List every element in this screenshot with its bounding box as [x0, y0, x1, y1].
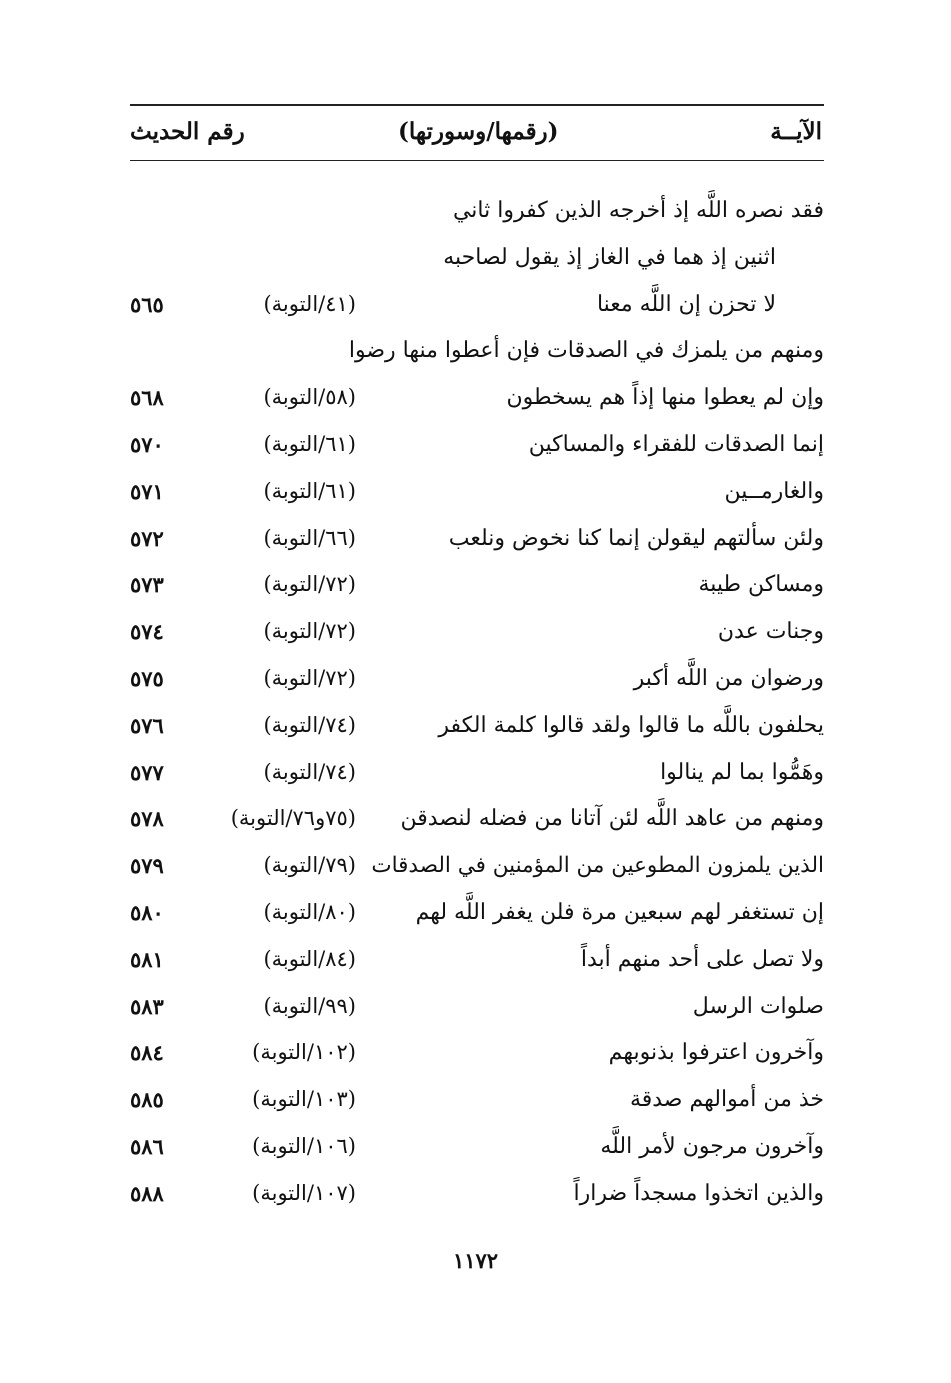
hadith-number: ٥٨٤ — [130, 1040, 164, 1066]
index-row — [130, 847, 824, 894]
ayah-reference: (٧٢/التوبة) — [263, 619, 356, 644]
ayah-reference: (٧٩/التوبة) — [263, 853, 356, 878]
ayah-reference: (١٠٢/التوبة) — [252, 1040, 356, 1065]
ayah-reference: (٨٠/التوبة) — [263, 899, 356, 924]
ayah-reference: (٧٢/التوبة) — [263, 572, 356, 597]
index-entries — [130, 192, 824, 1222]
index-row — [130, 566, 824, 613]
index-row — [130, 192, 824, 239]
ayah-text: والذين اتخذوا مسجداً ضراراً — [573, 1180, 824, 1206]
index-row — [130, 707, 824, 754]
ayah-text: صلوات الرسل — [692, 993, 824, 1019]
table-header — [130, 104, 824, 161]
index-row — [130, 520, 824, 567]
hadith-number: ٥٧٠ — [130, 431, 164, 457]
ayah-text: خذ من أموالهم صدقة — [629, 1087, 824, 1113]
ayah-text: ومساكن طيبة — [698, 572, 824, 598]
index-row — [130, 1175, 824, 1222]
ayah-text: وإن لم يعطوا منها إذاً هم يسخطون — [506, 385, 824, 411]
ayah-reference: (٤١/التوبة) — [263, 291, 356, 316]
ayah-reference: (٩٩/التوبة) — [263, 993, 356, 1018]
ayah-text: إن تستغفر لهم سبعين مرة فلن يغفر اللَّه لهم — [415, 899, 824, 925]
ayah-reference: (٥٨/التوبة) — [263, 385, 356, 410]
index-row — [130, 1034, 824, 1081]
ayah-reference: (١٠٣/التوبة) — [252, 1087, 356, 1112]
ayah-reference: (١٠٧/التوبة) — [252, 1180, 356, 1205]
ayah-reference: (٧٥و٧٦/التوبة) — [230, 806, 356, 831]
hadith-number: ٥٨٦ — [130, 1133, 164, 1159]
index-row — [130, 988, 824, 1035]
ayah-reference: (١٠٦/التوبة) — [252, 1133, 356, 1158]
ayah-text: ولئن سألتهم ليقولن إنما كنا نخوض ونلعب — [448, 525, 824, 551]
header-hadith-number: رقم الحديث — [130, 118, 245, 145]
ayah-text: إنما الصدقات للفقراء والمساكين — [528, 431, 824, 457]
ayah-text: ومنهم من عاهد اللَّه لئن آتانا من فضله لنصدقن — [400, 806, 824, 832]
index-row — [130, 426, 824, 473]
hadith-number: ٥٨٥ — [130, 1087, 164, 1113]
ayah-text: وهَمُّوا بما لم ينالوا — [660, 759, 824, 785]
index-row — [130, 332, 824, 379]
index-row — [130, 473, 824, 520]
ayah-text: اثنين إذ هما في الغاز إذ يقول لصاحبه — [443, 244, 776, 270]
ayah-text: وجنات عدن — [717, 619, 824, 645]
ayah-text: ورضوان من اللَّه أكبر — [633, 665, 824, 691]
index-row — [130, 894, 824, 941]
index-row — [130, 660, 824, 707]
ayah-reference: (٧٤/التوبة) — [263, 759, 356, 784]
hadith-number: ٥٧٥ — [130, 665, 164, 691]
hadith-number: ٥٧٩ — [130, 853, 164, 879]
index-row — [130, 613, 824, 660]
index-row — [130, 941, 824, 988]
hadith-number: ٥٨٠ — [130, 899, 164, 925]
index-row — [130, 1081, 824, 1128]
hadith-number: ٥٧٤ — [130, 619, 164, 645]
hadith-number: ٥٨٣ — [130, 993, 164, 1019]
ayah-text: والغارمــين — [724, 478, 824, 504]
hadith-number: ٥٧٣ — [130, 572, 164, 598]
ayah-reference: (٧٢/التوبة) — [263, 665, 356, 690]
ayah-text: ومنهم من يلمزك في الصدقات فإن أعطوا منها رضوا — [348, 338, 824, 364]
ayah-text: فقد نصره اللَّه إذ أخرجه الذين كفروا ثاني — [452, 198, 824, 223]
hadith-number: ٥٧٢ — [130, 525, 164, 551]
hadith-number: ٥٦٨ — [130, 385, 164, 411]
ayah-reference: (٦٦/التوبة) — [263, 525, 356, 550]
hadith-number: ٥٨٨ — [130, 1180, 164, 1206]
ayah-text: وآخرون اعترفوا بذنوبهم — [608, 1040, 824, 1066]
ayah-text: وآخرون مرجون لأمر اللَّه — [600, 1133, 824, 1159]
ayah-reference: (٨٤/التوبة) — [263, 946, 356, 971]
ayah-text: ولا تصل على أحد منهم أبداً — [580, 946, 824, 972]
header-location: (رقمها/وسورتها) — [398, 118, 559, 145]
index-row — [130, 754, 824, 801]
hadith-number: ٥٧٦ — [130, 712, 164, 738]
index-row — [130, 800, 824, 847]
ayah-reference: (٦١/التوبة) — [263, 478, 356, 503]
ayah-reference: (٧٤/التوبة) — [263, 712, 356, 737]
index-row — [130, 379, 824, 426]
index-row — [130, 286, 824, 333]
header-ayah: الآيــة — [770, 118, 822, 145]
index-row — [130, 1128, 824, 1175]
hadith-number: ٥٨١ — [130, 946, 164, 972]
page-number: ١١٧٢ — [452, 1248, 499, 1273]
ayah-text: يحلفون باللَّه ما قالوا ولقد قالوا كلمة الكفر — [438, 712, 824, 738]
hadith-number: ٥٧١ — [130, 478, 164, 504]
hadith-number: ٥٦٥ — [130, 291, 164, 317]
hadith-number: ٥٧٨ — [130, 806, 164, 832]
index-row — [130, 239, 824, 286]
ayah-reference: (٦١/التوبة) — [263, 431, 356, 456]
ayah-text: الذين يلمزون المطوعين من المؤمنين في الصدقات — [371, 853, 824, 879]
hadith-number: ٥٧٧ — [130, 759, 164, 785]
ayah-text: لا تحزن إن اللَّه معنا — [596, 291, 776, 317]
